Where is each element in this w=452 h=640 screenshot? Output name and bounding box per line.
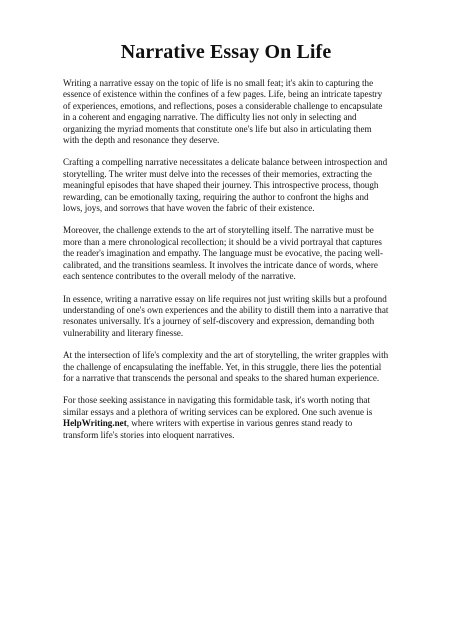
paragraph-6-text-before: For those seeking assistance in navigating this formidable task, it's worth noting that similar essays and a plethora of writing services can be explored. One such avenue is <box>63 395 373 417</box>
page-title: Narrative Essay On Life <box>120 41 332 63</box>
paragraph-6 <box>63 395 389 441</box>
paragraph-4: In essence, writing a narrative essay on life requires not just writing skills but a profound understanding of one's own experiences and the ability to distill them into a narrative that resonates universally. It's a journey of self-discovery and expression, demanding both vulnerability and literary finesse. <box>63 293 389 338</box>
helpwriting-link[interactable]: HelpWriting.net <box>63 418 127 429</box>
paragraph-5: At the intersection of life's complexity and the art of storytelling, the writer grapples with the challenge of encapsulating the ineffable. Yet, in this struggle, there lies the potential for a narrative that transcends the personal and speaks to the shared human experience. <box>63 350 389 383</box>
paragraph-2: Crafting a compelling narrative necessitates a delicate balance between introspection and storytelling. The writer must delve into the recesses of their memories, extracting the meaningful episodes that have shaped their journey. This introspective process, though rewarding, can be emotionally taxing, requiring the author to confront the highs and lows, joys, and sorrows that have woven the fabric of their existence. <box>63 157 388 214</box>
paragraph-1: Writing a narrative essay on the topic of life is no small feat; it's akin to capturing the essence of existence within the confines of a few pages. Life, being an intricate tapestry of experiences, emotions, and reflections, poses a considerable challenge to encapsulate in a coherent and engaging narrative. The difficulty lies not only in selecting and organizing the myriad moments that constitute one's life but also in articulating them with the depth and resonance they deserve. <box>63 78 383 146</box>
paragraph-3: Moreover, the challenge extends to the art of storytelling itself. The narrative must be more than a mere chronological recollection; it should be a vivid portrayal that captures the reader's imagination and empathy. The language must be evocative, the pacing well-calibrated, and the transitions seamless. It involves the intricate dance of words, where each sentence contributes to the overall melody of the narrative. <box>63 225 384 282</box>
paragraph-6-text-after: , where writers with expertise in various genres stand ready to transform life's stories into eloquent narratives. <box>63 418 353 440</box>
